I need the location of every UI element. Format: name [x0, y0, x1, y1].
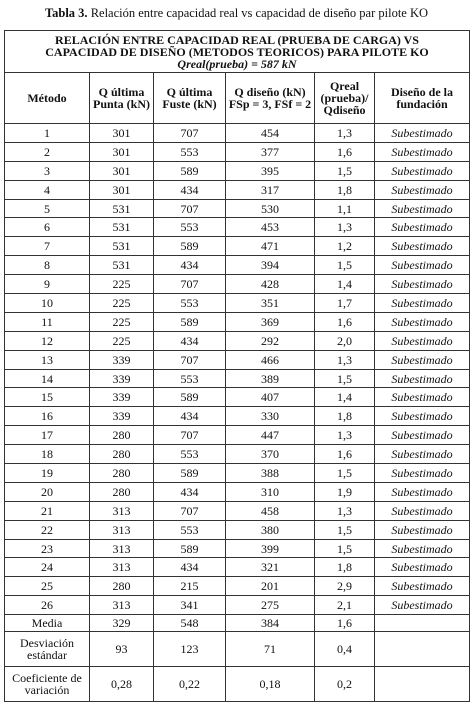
fuste-cell: 434 [154, 482, 226, 501]
fuste-cell: 589 [154, 388, 226, 407]
fuste-cell: 707 [154, 124, 226, 143]
table-row [5, 142, 470, 161]
fuste-cell: 589 [154, 312, 226, 331]
ratio-cell: 1,1 [315, 199, 375, 218]
table-row [5, 350, 470, 369]
punta-cell: 280 [90, 482, 154, 501]
ratio-cell: 1,3 [315, 350, 375, 369]
method-cell: 13 [5, 350, 90, 369]
fundacion-cell: Subestimado [375, 199, 470, 218]
diseno-cell: 447 [226, 426, 315, 445]
method-cell: 10 [5, 294, 90, 313]
table-caption [0, 6, 473, 21]
fundacion-cell: Subestimado [375, 388, 470, 407]
punta-cell: 339 [90, 350, 154, 369]
diseno-cell: 275 [226, 596, 315, 615]
method-cell: 11 [5, 312, 90, 331]
method-cell: 12 [5, 331, 90, 350]
fundacion-cell: Subestimado [375, 180, 470, 199]
diseno-cell: 310 [226, 482, 315, 501]
table-row [5, 388, 470, 407]
punta-cell: 280 [90, 426, 154, 445]
header-fuste: Q última Fuste (kN) [154, 73, 226, 124]
diseno-cell: 370 [226, 445, 315, 464]
fundacion-cell: Subestimado [375, 275, 470, 294]
table-row [5, 294, 470, 313]
fuste-cell: 434 [154, 331, 226, 350]
table-row [5, 275, 470, 294]
method-cell: 22 [5, 520, 90, 539]
fuste-cell: 589 [154, 237, 226, 256]
punta-cell: 225 [90, 312, 154, 331]
fuste-cell: 553 [154, 520, 226, 539]
diseno-cell: 321 [226, 558, 315, 577]
table-row [5, 426, 470, 445]
diseno-cell: 399 [226, 539, 315, 558]
punta-cell: 225 [90, 275, 154, 294]
method-cell: 17 [5, 426, 90, 445]
table-row [5, 596, 470, 615]
fuste-cell: 707 [154, 350, 226, 369]
punta-cell: 313 [90, 596, 154, 615]
method-cell: 26 [5, 596, 90, 615]
fuste-cell: 553 [154, 294, 226, 313]
table-row [5, 312, 470, 331]
stat-value: 0,28 [90, 667, 154, 702]
punta-cell: 339 [90, 407, 154, 426]
method-cell: 25 [5, 577, 90, 596]
fundacion-cell: Subestimado [375, 294, 470, 313]
ratio-cell: 1,4 [315, 275, 375, 294]
fuste-cell: 553 [154, 142, 226, 161]
table-title-line3: Qreal(prueba) = 587 kN [177, 56, 297, 71]
stats-row-coeficiente [5, 667, 470, 702]
caption-text: Relación entre capacidad real vs capacidad de diseño par pilote KO [90, 6, 429, 20]
diseno-cell: 530 [226, 199, 315, 218]
punta-cell: 531 [90, 256, 154, 275]
ratio-cell: 2,1 [315, 596, 375, 615]
stat-empty-cell [375, 632, 470, 667]
ratio-cell: 1,8 [315, 407, 375, 426]
fuste-cell: 707 [154, 426, 226, 445]
punta-cell: 301 [90, 180, 154, 199]
table-row [5, 558, 470, 577]
table-row [5, 256, 470, 275]
ratio-cell: 1,8 [315, 180, 375, 199]
diseno-cell: 388 [226, 464, 315, 483]
ratio-cell: 1,3 [315, 426, 375, 445]
header-punta: Q última Punta (kN) [90, 73, 154, 124]
table-row [5, 407, 470, 426]
punta-cell: 313 [90, 501, 154, 520]
stat-value: 123 [154, 632, 226, 667]
diseno-cell: 458 [226, 501, 315, 520]
stat-value: 0,22 [154, 667, 226, 702]
punta-cell: 313 [90, 558, 154, 577]
stat-value: 71 [226, 632, 315, 667]
fundacion-cell: Subestimado [375, 124, 470, 143]
ratio-cell: 1,5 [315, 464, 375, 483]
diseno-cell: 389 [226, 369, 315, 388]
fundacion-cell: Subestimado [375, 464, 470, 483]
fundacion-cell: Subestimado [375, 142, 470, 161]
results-table [4, 30, 470, 702]
diseno-cell: 380 [226, 520, 315, 539]
table-row [5, 501, 470, 520]
ratio-cell: 1,3 [315, 124, 375, 143]
method-cell: 3 [5, 161, 90, 180]
fuste-cell: 341 [154, 596, 226, 615]
diseno-cell: 330 [226, 407, 315, 426]
table-row [5, 369, 470, 388]
table-row [5, 199, 470, 218]
method-cell: 14 [5, 369, 90, 388]
method-cell: 19 [5, 464, 90, 483]
stats-row-desviacion [5, 632, 470, 667]
ratio-cell: 1,8 [315, 558, 375, 577]
header-diseno: Q diseño (kN) FSp = 3, FSf = 2 [226, 73, 315, 124]
table-row [5, 520, 470, 539]
fundacion-cell: Subestimado [375, 520, 470, 539]
fuste-cell: 553 [154, 218, 226, 237]
fundacion-cell: Subestimado [375, 369, 470, 388]
table-row [5, 237, 470, 256]
stat-value: 548 [154, 615, 226, 632]
fundacion-cell: Subestimado [375, 558, 470, 577]
table-row [5, 464, 470, 483]
method-cell: 8 [5, 256, 90, 275]
punta-cell: 339 [90, 369, 154, 388]
fuste-cell: 434 [154, 558, 226, 577]
table-title-line2: CAPACIDAD DE DISEÑO (METODOS TEORICOS) PARA PILOTE KO [45, 44, 429, 59]
fundacion-cell: Subestimado [375, 596, 470, 615]
table-header-row [5, 73, 470, 124]
fundacion-cell: Subestimado [375, 256, 470, 275]
stat-value: 384 [226, 615, 315, 632]
fundacion-cell: Subestimado [375, 577, 470, 596]
fuste-cell: 553 [154, 369, 226, 388]
punta-cell: 313 [90, 539, 154, 558]
fuste-cell: 434 [154, 256, 226, 275]
diseno-cell: 453 [226, 218, 315, 237]
fuste-cell: 707 [154, 199, 226, 218]
ratio-cell: 1,3 [315, 218, 375, 237]
table-row [5, 482, 470, 501]
fuste-cell: 434 [154, 407, 226, 426]
table-title [5, 31, 470, 73]
table-row [5, 331, 470, 350]
table-body [5, 124, 470, 702]
fundacion-cell: Subestimado [375, 482, 470, 501]
method-cell: 23 [5, 539, 90, 558]
table-row [5, 539, 470, 558]
method-cell: 9 [5, 275, 90, 294]
ratio-cell: 1,5 [315, 161, 375, 180]
punta-cell: 301 [90, 124, 154, 143]
table-row [5, 218, 470, 237]
method-cell: 18 [5, 445, 90, 464]
fundacion-cell: Subestimado [375, 312, 470, 331]
fuste-cell: 553 [154, 445, 226, 464]
header-ratio: Qreal (prueba)/ Qdiseño [315, 73, 375, 124]
ratio-cell: 1,3 [315, 501, 375, 520]
table-title-line1: RELACIÓN ENTRE CAPACIDAD REAL (PRUEBA DE CARGA) VS [55, 32, 419, 47]
stat-value: 1,6 [315, 615, 375, 632]
ratio-cell: 1,5 [315, 256, 375, 275]
punta-cell: 531 [90, 199, 154, 218]
diseno-cell: 407 [226, 388, 315, 407]
punta-cell: 301 [90, 161, 154, 180]
fuste-cell: 434 [154, 180, 226, 199]
fuste-cell: 589 [154, 464, 226, 483]
table-row [5, 124, 470, 143]
method-cell: 4 [5, 180, 90, 199]
table-row [5, 577, 470, 596]
ratio-cell: 1,5 [315, 539, 375, 558]
fuste-cell: 589 [154, 161, 226, 180]
punta-cell: 225 [90, 294, 154, 313]
diseno-cell: 471 [226, 237, 315, 256]
stat-value: 93 [90, 632, 154, 667]
fuste-cell: 707 [154, 501, 226, 520]
ratio-cell: 2,0 [315, 331, 375, 350]
stat-value: 0,2 [315, 667, 375, 702]
method-cell: 21 [5, 501, 90, 520]
method-cell: 5 [5, 199, 90, 218]
ratio-cell: 2,9 [315, 577, 375, 596]
fundacion-cell: Subestimado [375, 237, 470, 256]
ratio-cell: 1,4 [315, 388, 375, 407]
ratio-cell: 1,7 [315, 294, 375, 313]
fundacion-cell: Subestimado [375, 218, 470, 237]
stat-empty-cell [375, 615, 470, 632]
method-cell: 20 [5, 482, 90, 501]
diseno-cell: 201 [226, 577, 315, 596]
stat-value: 0,4 [315, 632, 375, 667]
stat-empty-cell [375, 667, 470, 702]
ratio-cell: 1,9 [315, 482, 375, 501]
method-cell: 6 [5, 218, 90, 237]
table-row [5, 161, 470, 180]
table-row [5, 445, 470, 464]
ratio-cell: 1,2 [315, 237, 375, 256]
diseno-cell: 466 [226, 350, 315, 369]
fuste-cell: 589 [154, 539, 226, 558]
header-metodo: Método [5, 73, 90, 124]
fundacion-cell: Subestimado [375, 350, 470, 369]
punta-cell: 280 [90, 445, 154, 464]
punta-cell: 301 [90, 142, 154, 161]
method-cell: 7 [5, 237, 90, 256]
stat-value: 329 [90, 615, 154, 632]
fuste-cell: 215 [154, 577, 226, 596]
header-fundacion: Diseño de la fundación [375, 73, 470, 124]
punta-cell: 280 [90, 577, 154, 596]
fundacion-cell: Subestimado [375, 331, 470, 350]
fundacion-cell: Subestimado [375, 501, 470, 520]
ratio-cell: 1,6 [315, 445, 375, 464]
punta-cell: 313 [90, 520, 154, 539]
stat-label: Media [5, 615, 90, 632]
diseno-cell: 454 [226, 124, 315, 143]
table-title-row [5, 31, 470, 73]
ratio-cell: 1,5 [315, 369, 375, 388]
method-cell: 2 [5, 142, 90, 161]
diseno-cell: 428 [226, 275, 315, 294]
fundacion-cell: Subestimado [375, 539, 470, 558]
punta-cell: 280 [90, 464, 154, 483]
fundacion-cell: Subestimado [375, 161, 470, 180]
stat-value: 0,18 [226, 667, 315, 702]
diseno-cell: 377 [226, 142, 315, 161]
method-cell: 1 [5, 124, 90, 143]
punta-cell: 339 [90, 388, 154, 407]
stat-label: Coeficiente de variación [5, 667, 90, 702]
fundacion-cell: Subestimado [375, 407, 470, 426]
punta-cell: 531 [90, 237, 154, 256]
diseno-cell: 351 [226, 294, 315, 313]
punta-cell: 225 [90, 331, 154, 350]
ratio-cell: 1,5 [315, 520, 375, 539]
fundacion-cell: Subestimado [375, 426, 470, 445]
diseno-cell: 317 [226, 180, 315, 199]
stat-label: Desviación estándar [5, 632, 90, 667]
method-cell: 16 [5, 407, 90, 426]
fundacion-cell: Subestimado [375, 445, 470, 464]
ratio-cell: 1,6 [315, 312, 375, 331]
diseno-cell: 394 [226, 256, 315, 275]
method-cell: 15 [5, 388, 90, 407]
diseno-cell: 292 [226, 331, 315, 350]
diseno-cell: 369 [226, 312, 315, 331]
stats-row-media [5, 615, 470, 632]
method-cell: 24 [5, 558, 90, 577]
punta-cell: 531 [90, 218, 154, 237]
table-row [5, 180, 470, 199]
ratio-cell: 1,6 [315, 142, 375, 161]
caption-label: Tabla 3. [44, 6, 88, 20]
diseno-cell: 395 [226, 161, 315, 180]
fuste-cell: 707 [154, 275, 226, 294]
